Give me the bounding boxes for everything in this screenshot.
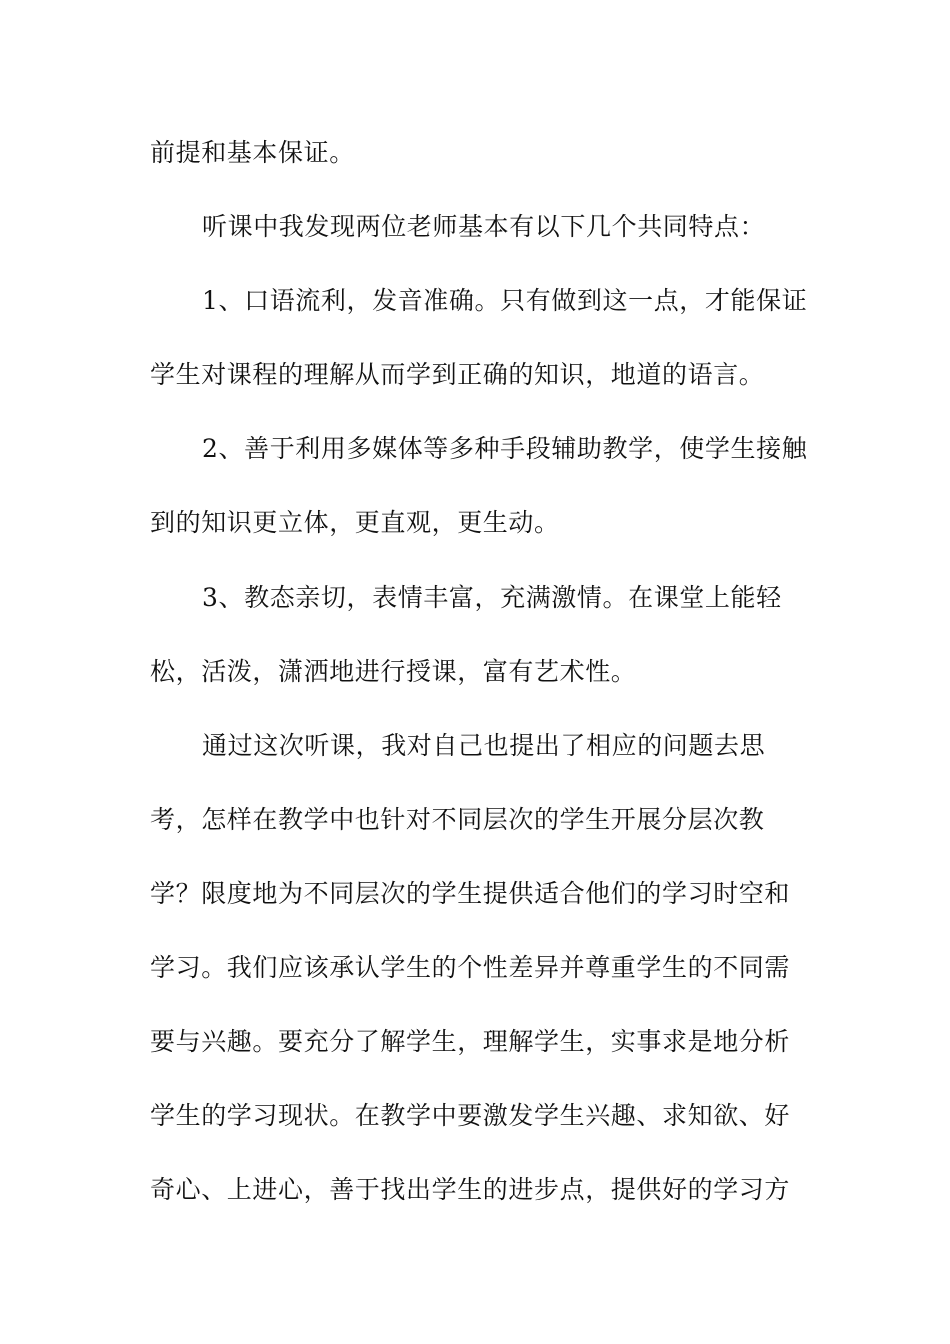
paragraph-first-line: 通过这次听课，我对自己也提出了相应的问题去思 — [202, 731, 766, 760]
paragraph-first-line: 2、善于利用多媒体等多种手段辅助教学，使学生接触 — [202, 434, 808, 463]
text-line: 要与兴趣。要充分了解学生，理解学生，实事求是地分析 — [150, 1027, 791, 1056]
paragraph-first-line: 3、教态亲切，表情丰富，充满激情。在课堂上能轻 — [202, 583, 782, 612]
text-line: 前提和基本保证。 — [150, 138, 355, 167]
text-line: 松，活泼，潇洒地进行授课，富有艺术性。 — [150, 657, 637, 686]
paragraph-first-line: 听课中我发现两位老师基本有以下几个共同特点： — [202, 212, 766, 241]
text-line: 学？限度地为不同层次的学生提供适合他们的学习时空和 — [150, 879, 791, 908]
text-line: 到的知识更立体，更直观，更生动。 — [150, 508, 560, 537]
text-line: 学生的学习现状。在教学中要激发学生兴趣、求知欲、好 — [150, 1101, 791, 1130]
text-line: 奇心、上进心，善于找出学生的进步点，提供好的学习方 — [150, 1175, 791, 1204]
text-line: 学生对课程的理解从而学到正确的知识，地道的语言。 — [150, 360, 765, 389]
text-line: 学习。我们应该承认学生的个性差异并尊重学生的不同需 — [150, 953, 791, 982]
text-line: 考，怎样在教学中也针对不同层次的学生开展分层次教 — [150, 805, 765, 834]
paragraph-first-line: 1、口语流利，发音准确。只有做到这一点，才能保证 — [202, 286, 808, 315]
